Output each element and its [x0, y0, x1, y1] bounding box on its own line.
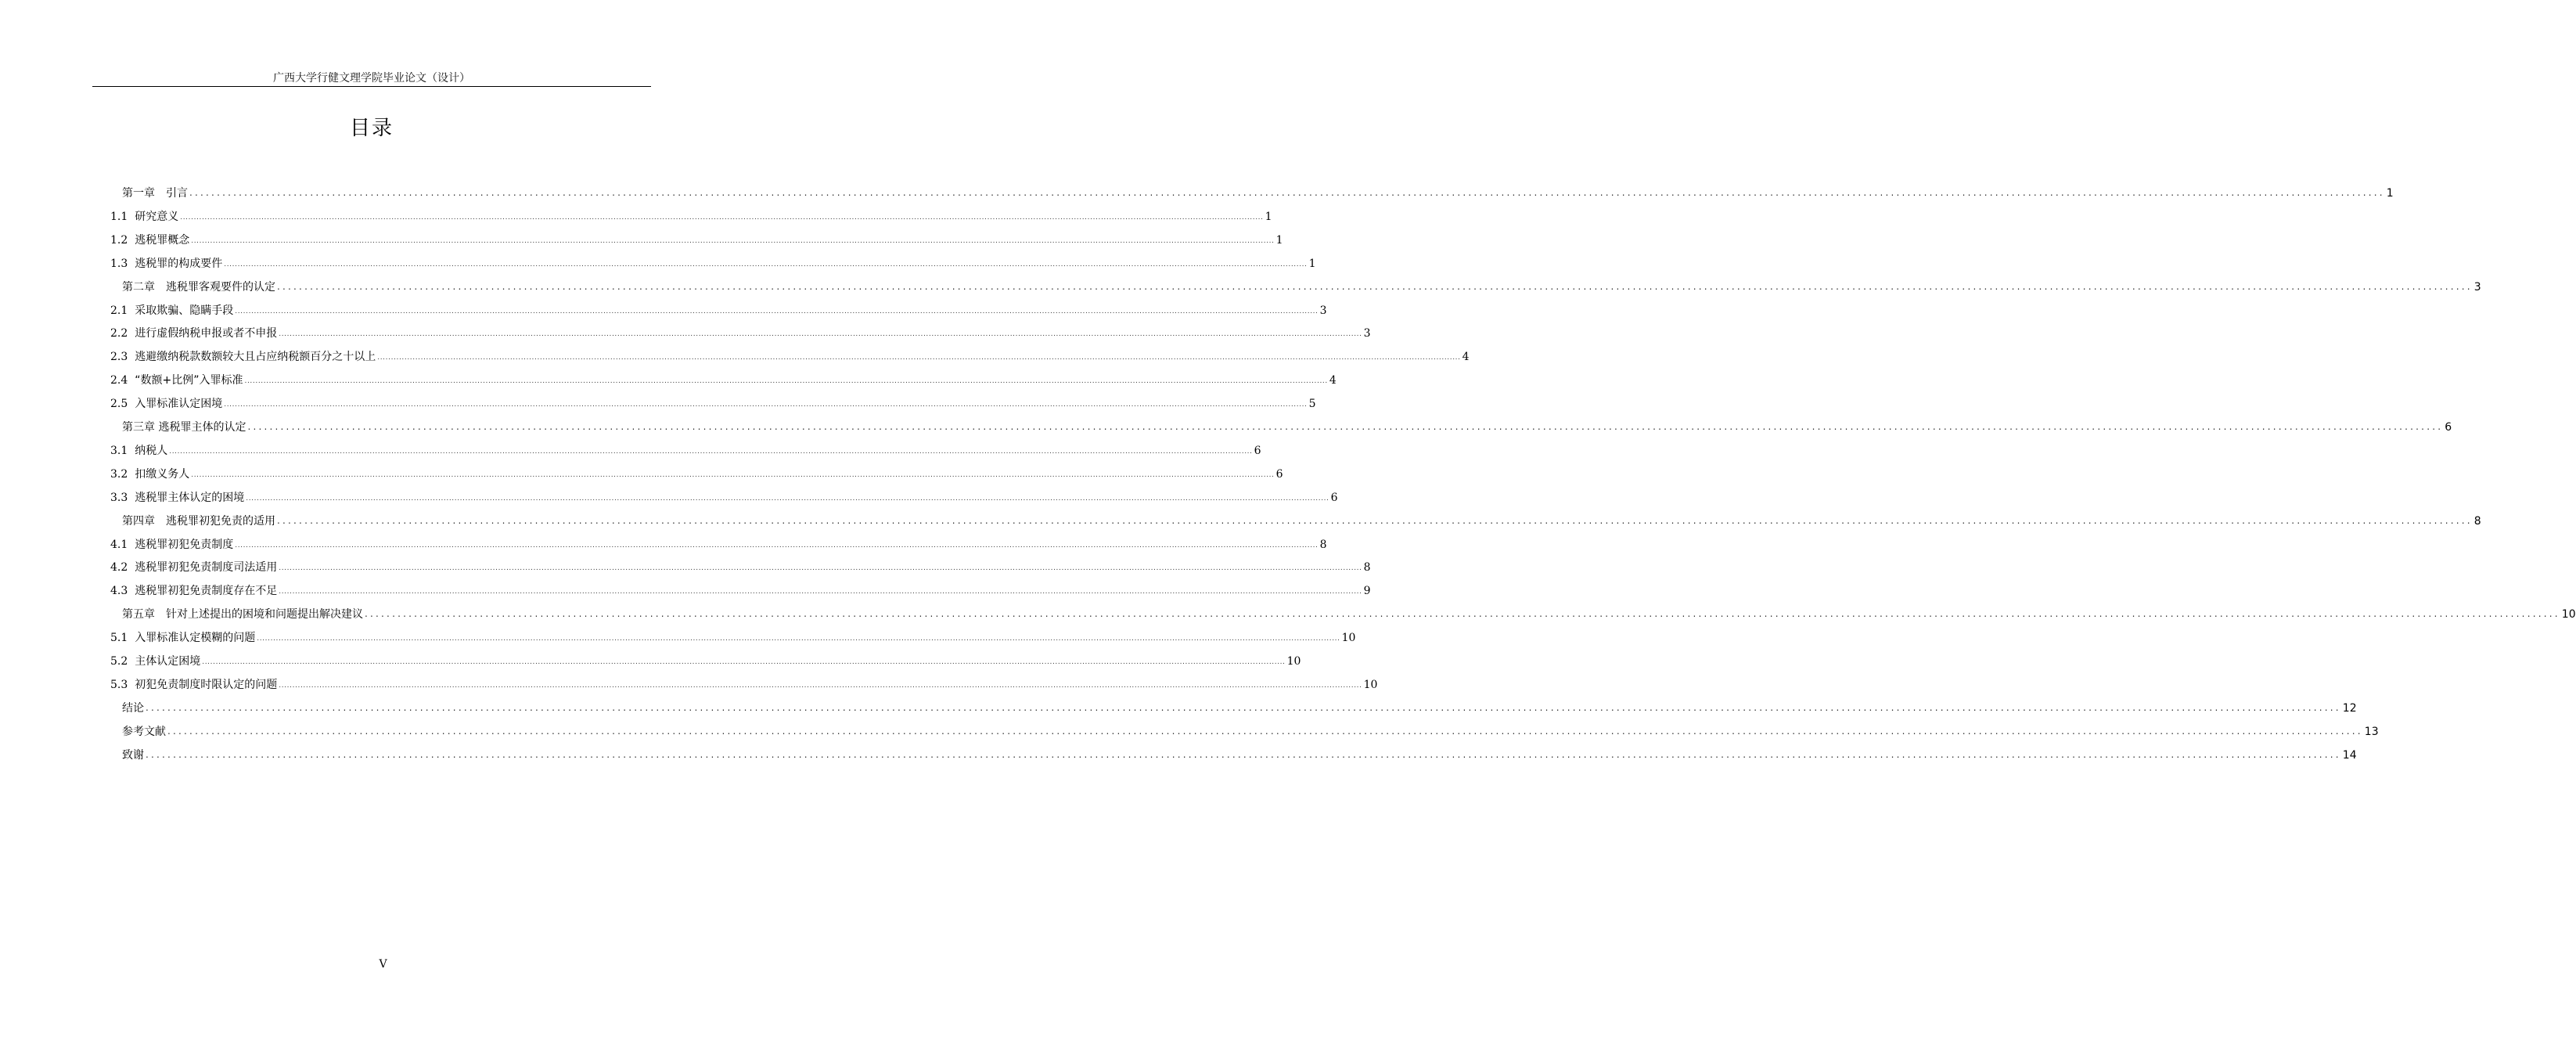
toc-chapter-title: [122, 606, 363, 623]
toc-entry-label: 采取欺骗、隐瞒手段: [135, 304, 234, 317]
toc-dot-leader: ................................................................................................................................................................................................................................................................................................................................................................................................................: [146, 748, 2341, 760]
toc-section-number: 2.3: [110, 351, 128, 364]
toc-section-title: [110, 325, 277, 342]
toc-dot-leader: ................................................................................................................................................................................................................................................................................................................................................................................................................: [377, 354, 1461, 362]
toc-dot-leader: ................................................................................................................................................................................................................................................................................................................................................................................................................: [279, 681, 1362, 690]
toc-page-number: 10: [1286, 655, 1301, 668]
toc-entry[interactable]: [110, 302, 1327, 319]
toc-page-number: 12: [2342, 701, 2357, 715]
toc-entry-label: 致谢: [122, 748, 144, 762]
toc-entry[interactable]: [110, 536, 1327, 553]
toc-entry-label: 第三章 逃税罪主体的认定: [122, 421, 246, 434]
toc-dot-leader: ................................................................................................................................................................................................................................................................................................................................................................................................................: [191, 236, 1275, 245]
toc-entry-label: 逃税罪初犯免责制度: [135, 538, 234, 551]
toc-dot-leader: ................................................................................................................................................................................................................................................................................................................................................................................................................: [167, 725, 2363, 737]
toc-section-number: 3.2: [110, 467, 128, 481]
toc-section-number: 2.1: [110, 304, 128, 317]
toc-entry[interactable]: [110, 489, 1338, 506]
toc-dot-leader: ................................................................................................................................................................................................................................................................................................................................................................................................................: [277, 280, 2473, 292]
toc-entry[interactable]: [110, 208, 1272, 225]
toc-chapter-title: [122, 279, 275, 296]
toc-dot-leader: ................................................................................................................................................................................................................................................................................................................................................................................................................: [146, 701, 2341, 713]
toc-entry-label: 扣缴义务人: [135, 467, 190, 481]
toc-page-number: 10: [1363, 678, 1378, 691]
toc-section-number: 1.2: [110, 233, 128, 247]
toc-page-number: 10: [2561, 608, 2576, 621]
toc-entry[interactable]: [122, 606, 2576, 623]
toc-dot-leader: ................................................................................................................................................................................................................................................................................................................................................................................................................: [202, 658, 1286, 666]
page-header: 广西大学行健文理学院毕业论文（设计）: [273, 72, 470, 85]
toc-section-title: [110, 466, 189, 483]
toc-section-number: 5.2: [110, 655, 128, 668]
toc-section-number: 5.1: [110, 632, 128, 645]
toc-section-title: [110, 489, 244, 506]
toc-page-number: 4: [1329, 374, 1337, 387]
toc-dot-leader: ................................................................................................................................................................................................................................................................................................................................................................................................................: [235, 307, 1319, 315]
toc-dot-leader: ................................................................................................................................................................................................................................................................................................................................................................................................................: [247, 421, 2444, 432]
header-rule: [92, 86, 651, 87]
toc-page-number: 4: [1462, 351, 1470, 364]
toc-page-number: 6: [1330, 491, 1338, 504]
toc-entry-label: 逃税罪初犯免责制度司法适用: [135, 561, 278, 575]
toc-dot-leader: ................................................................................................................................................................................................................................................................................................................................................................................................................: [189, 187, 2385, 198]
toc-entry[interactable]: [110, 466, 1283, 483]
toc-chapter-title: [122, 723, 166, 740]
toc-dot-leader: ................................................................................................................................................................................................................................................................................................................................................................................................................: [169, 447, 1253, 456]
toc-section-number: 4.2: [110, 561, 128, 575]
toc-dot-leader: ................................................................................................................................................................................................................................................................................................................................................................................................................: [279, 588, 1362, 596]
toc-page-number: 5: [1308, 398, 1316, 411]
toc-section-number: 3.3: [110, 491, 128, 504]
toc-section-number: 3.1: [110, 444, 128, 457]
toc-page-number: 1: [1265, 210, 1272, 223]
toc-dot-leader: ................................................................................................................................................................................................................................................................................................................................................................................................................: [235, 541, 1319, 549]
toc-entry-label: 第四章 逃税罪初犯免责的适用: [122, 514, 275, 528]
toc-section-title: [110, 442, 167, 459]
toc-entry-label: 第一章 引言: [122, 187, 188, 200]
toc-entry-label: “数额+比例”入罪标准: [135, 374, 243, 387]
toc-section-title: [110, 372, 243, 389]
page-number: V: [379, 958, 387, 971]
toc-entry[interactable]: [110, 232, 1283, 249]
toc-entry-label: 进行虚假纳税申报或者不申报: [135, 327, 278, 340]
toc-entry-label: 入罪标准认定困境: [135, 398, 223, 411]
toc-page-number: 6: [2445, 421, 2452, 434]
toc-section-title: [110, 232, 189, 249]
toc-section-number: 4.1: [110, 538, 128, 551]
toc-chapter-title: [122, 513, 275, 530]
toc-entry-label: 入罪标准认定模糊的问题: [135, 632, 256, 645]
toc-dot-leader: ................................................................................................................................................................................................................................................................................................................................................................................................................: [279, 564, 1362, 573]
toc-page-number: 1: [1275, 233, 1283, 247]
toc-entry-label: 初犯免责制度时限认定的问题: [135, 678, 278, 691]
toc-entry[interactable]: [110, 653, 1301, 670]
toc-chapter-title: [122, 185, 188, 202]
toc-page-number: 8: [1363, 561, 1371, 575]
toc-entry[interactable]: [110, 442, 1261, 459]
toc-page-number: 9: [1363, 585, 1371, 598]
toc-section-number: 2.5: [110, 398, 128, 411]
toc-entry-label: 逃税罪初犯免责制度存在不足: [135, 585, 278, 598]
toc-page-number: 3: [1319, 304, 1327, 317]
toc-section-title: [110, 582, 277, 600]
toc-entry[interactable]: [110, 255, 1316, 272]
toc-section-title: [110, 302, 233, 319]
toc-section-title: [110, 348, 376, 366]
toc-entry-label: 参考文献: [122, 725, 166, 738]
toc-chapter-title: [122, 419, 246, 436]
toc-entry[interactable]: [122, 279, 2481, 296]
toc-entry[interactable]: [110, 325, 1371, 342]
toc-dot-leader: ................................................................................................................................................................................................................................................................................................................................................................................................................: [277, 514, 2473, 526]
toc-entry[interactable]: [110, 348, 1470, 366]
toc-title: 目录: [349, 117, 394, 140]
toc-dot-leader: ................................................................................................................................................................................................................................................................................................................................................................................................................: [244, 377, 1328, 386]
toc-entry[interactable]: [122, 513, 2481, 530]
toc-page-number: 1: [2386, 187, 2394, 200]
toc-entry-label: 逃税罪主体认定的困境: [135, 491, 245, 504]
toc-chapter-title: [122, 700, 144, 717]
toc-dot-leader: ................................................................................................................................................................................................................................................................................................................................................................................................................: [191, 470, 1275, 479]
toc-page-number: 6: [1254, 444, 1261, 457]
toc-entry[interactable]: [110, 372, 1337, 389]
toc-page-number: 10: [1341, 632, 1356, 645]
toc-section-number: 2.4: [110, 374, 128, 387]
toc-section-title: [110, 395, 222, 413]
toc-section-title: [110, 559, 277, 576]
toc-section-number: 5.3: [110, 678, 128, 691]
toc-entry[interactable]: [122, 723, 2379, 740]
toc-section-number: 1.1: [110, 210, 128, 223]
toc-entry[interactable]: [110, 629, 1356, 647]
toc-page-number: 8: [2473, 514, 2481, 528]
toc-page-number: 13: [2364, 725, 2379, 738]
toc-dot-leader: ................................................................................................................................................................................................................................................................................................................................................................................................................: [246, 494, 1329, 503]
toc-section-number: 2.2: [110, 327, 128, 340]
toc-entry[interactable]: [110, 395, 1316, 413]
toc-page-number: 1: [1308, 257, 1316, 270]
toc-dot-leader: ................................................................................................................................................................................................................................................................................................................................................................................................................: [224, 401, 1308, 409]
toc-page-number: 3: [1363, 327, 1371, 340]
toc-entry-label: 结论: [122, 701, 144, 715]
toc-entry[interactable]: [110, 676, 1378, 694]
toc-entry-label: 逃税罪概念: [135, 233, 190, 247]
toc-entry[interactable]: [110, 582, 1371, 600]
toc-section-number: 4.3: [110, 585, 128, 598]
toc-section-title: [110, 536, 233, 553]
toc-entry[interactable]: [122, 700, 2357, 717]
toc-section-title: [110, 208, 178, 225]
toc-entry[interactable]: [110, 559, 1371, 576]
toc-dot-leader: ................................................................................................................................................................................................................................................................................................................................................................................................................: [279, 330, 1362, 339]
toc-entry-label: 第五章 针对上述提出的困境和问题提出解决建议: [122, 608, 363, 621]
toc-entry-label: 逃避缴纳税款数额较大且占应纳税额百分之十以上: [135, 351, 376, 364]
toc-page-number: 8: [1319, 538, 1327, 551]
toc-section-title: [110, 653, 200, 670]
toc-page-number: 6: [1275, 467, 1283, 481]
toc-section-title: [110, 255, 222, 272]
toc-dot-leader: ................................................................................................................................................................................................................................................................................................................................................................................................................: [257, 635, 1340, 643]
toc-entry-label: 纳税人: [135, 444, 168, 457]
toc-section-title: [110, 629, 255, 647]
toc-entry[interactable]: [122, 185, 2394, 202]
toc-section-number: 1.3: [110, 257, 128, 270]
toc-entry-label: 研究意义: [135, 210, 179, 223]
toc-entry-label: 主体认定困境: [135, 655, 201, 668]
toc-dot-leader: ................................................................................................................................................................................................................................................................................................................................................................................................................: [180, 213, 1264, 222]
toc-entry[interactable]: [122, 419, 2452, 436]
toc-entry[interactable]: [122, 747, 2357, 764]
toc-page-number: 14: [2342, 748, 2357, 762]
toc-page-number: 3: [2473, 280, 2481, 294]
toc-chapter-title: [122, 747, 144, 764]
toc-section-title: [110, 676, 277, 694]
toc-dot-leader: ................................................................................................................................................................................................................................................................................................................................................................................................................: [224, 260, 1308, 268]
toc-entry-label: 逃税罪的构成要件: [135, 257, 223, 270]
toc-dot-leader: ................................................................................................................................................................................................................................................................................................................................................................................................................: [365, 608, 2560, 620]
toc-entry-label: 第二章 逃税罪客观要件的认定: [122, 280, 275, 294]
